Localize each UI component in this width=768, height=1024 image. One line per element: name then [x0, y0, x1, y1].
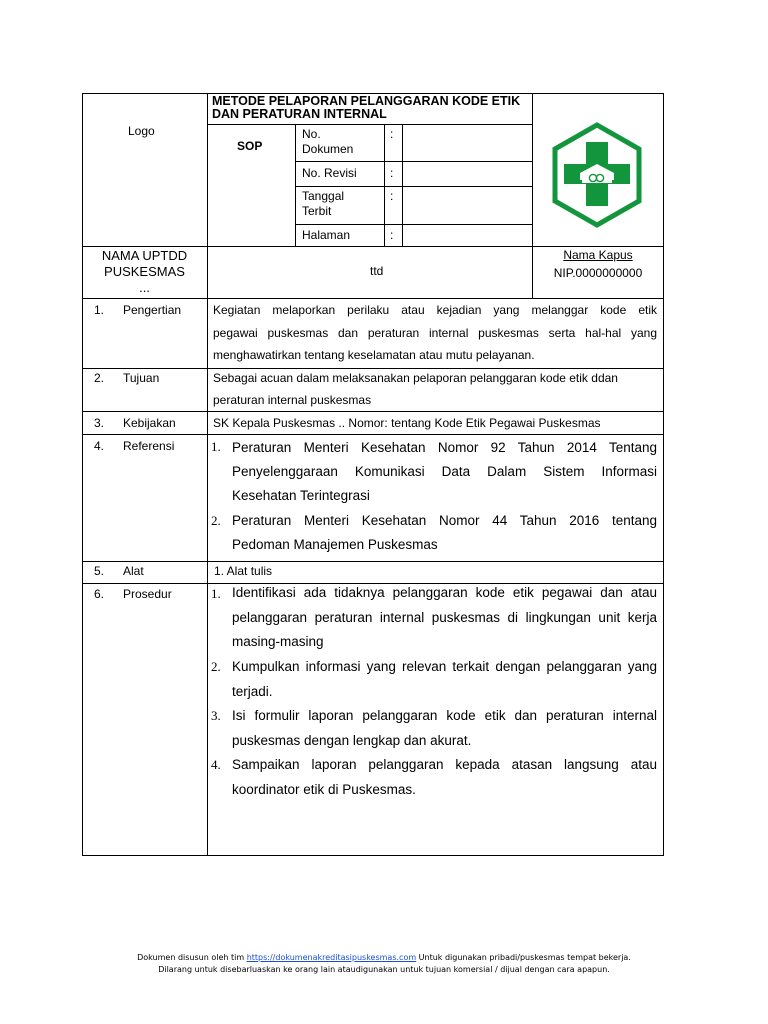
list-item-number: 4.: [211, 757, 221, 772]
footer-note-line1: [0, 952, 768, 964]
list-item-line: Kumpulkan informasi yang relevan terkait dengan pelanggaran yang: [232, 659, 657, 674]
list-item-line: pelanggaran peraturan internal puskesmas di lingkungan unit kerja: [232, 610, 657, 625]
kapus-name: Nama Kapus: [563, 248, 633, 262]
list-item-number: 1.: [211, 586, 221, 601]
sop-label: SOP: [237, 139, 263, 153]
section-number: 6.: [94, 587, 105, 601]
section-label: Alat: [123, 564, 144, 578]
list-item-line: masing-masing: [232, 634, 324, 649]
puskesmas-emblem-icon: [550, 122, 644, 228]
section-label: Prosedur: [123, 587, 172, 601]
section-number: 2.: [94, 371, 105, 385]
footer-text: Untuk digunakan pribadi/puskesmas tempat bekerja.: [416, 953, 631, 962]
kapus-nip: NIP.0000000000: [553, 266, 643, 280]
section-label: Tujuan: [123, 371, 160, 385]
section-text-line: pegawai puskesmas dan peraturan internal puskesmas serta hal-hal yang: [213, 326, 657, 340]
list-item-line: Peraturan Menteri Kesehatan Nomor 44 Tahun 2016 tentang: [232, 513, 657, 528]
footer-text: Dokumen disusun oleh tim: [137, 953, 247, 962]
list-item-number: 2.: [211, 659, 221, 674]
list-item-line: Penyelenggaraan Komunikasi Data Dalam Sistem Informasi: [232, 464, 657, 479]
list-item-line: koordinator etik di Puskesmas.: [232, 782, 416, 797]
section-text-line: SK Kepala Puskesmas .. Nomor: tentang Kode Etik Pegawai Puskesmas: [213, 416, 601, 430]
list-item-line: Kesehatan Terintegrasi: [232, 488, 370, 503]
section-number: 1.: [94, 303, 105, 317]
section-text-line: Sebagai acuan dalam melaksanakan pelaporan pelanggaran kode etik ddan: [213, 371, 618, 385]
footer-note-line2: Dilarang untuk disebarluaskan ke orang lain ataudigunakan untuk tujuan komersial / dijual dengan cara apapun.: [158, 965, 610, 974]
section-number: 5.: [94, 564, 105, 578]
section-number: 4.: [94, 439, 105, 453]
section-label: Referensi: [123, 439, 175, 453]
list-item-line: Sampaikan laporan pelanggaran kepada atasan langsung atau: [232, 757, 657, 772]
list-item-number: 2.: [211, 513, 221, 528]
list-item-line: Peraturan Menteri Kesehatan Nomor 92 Tahun 2014 Tentang: [232, 440, 657, 455]
list-item-line: Pedoman Manajemen Puskesmas: [232, 537, 438, 552]
document-title-line2: DAN PERATURAN INTERNAL: [212, 107, 387, 121]
section-text-line: menghawatirkan tentang keselamatan atau mutu pelayanan.: [213, 348, 535, 362]
list-item-number: 1.: [211, 439, 221, 454]
document-title-line1: METODE PELAPORAN PELANGGARAN KODE ETIK: [212, 94, 521, 108]
list-item-number: 3.: [211, 708, 221, 723]
list-item-line: puskesmas dengan lengkap dan akurat.: [232, 733, 472, 748]
section-text-line: 1. Alat tulis: [214, 564, 273, 578]
section-text-line: Kegiatan melaporkan perilaku atau kejadian yang melanggar kode etik: [213, 303, 657, 317]
section-number: 3.: [94, 416, 105, 430]
organization-name-line2: PUSKESMAS: [104, 264, 185, 279]
organization-name-line3: ...: [139, 280, 150, 295]
sop-document: Logo METODE PELAPORAN PELANGGARAN KODE ETIK DAN PERATURAN INTERNAL SOP No. Dokumen : No. Revisi : Tanggal Terbit : Halaman : NAMA UPTDD PUSKESMAS ... ttd Nama Kapus NIP.0000000000 1. Pengertian Kegiatan melaporkan perilaku atau kejadian yang melanggar kode etik pegawai puskesmas dan peraturan internal puskesmas serta hal-hal yang menghawatirkan tentang keselamatan atau mutu pelayanan. 2. Tujuan Sebagai acuan dalam melaksanakan pelaporan pelanggaran kode etik ddan peraturan internal puskesmas 3. Kebijakan SK Kepala Puskesmas .. Nomor: tentang Kode Etik Pegawai Puskesmas 4. Referensi 1. Peraturan Menteri Kesehatan Nomor 92 Tahun 2014 Tentang Penyelenggaraan Komunikasi Data Dalam Sistem Informasi Kesehatan Terintegrasi 2. Peraturan Menteri Kesehatan Nomor 44 Tahun 2016 tentang Pedoman Manajemen Puskesmas 5. Alat 1. Alat tulis 6. Prosedur 1. Identifikasi ada tidaknya pelanggaran kode etik pegawai dan atau pelanggaran peraturan internal puskesmas di lingkungan unit kerja masing-masing 2. Kumpulkan informasi yang relevan terkait dengan pelanggaran yang terjadi. 3. Isi formulir laporan pelanggaran kode etik dan peraturan internal puskesmas dengan lengkap dan akurat. 4. Sampaikan laporan pelanggaran kepada atasan langsung atau koordinator etik di Puskesmas. Dokumen disusun oleh tim https://dokumenakreditasipuskesmas.com Untuk digunakan pribadi/puskesmas tempat bekerja. Dilarang untuk disebarluaskan ke orang lain ataudigunakan untuk tujuan komersial / dijual dengan cara apapun.: [0, 0, 768, 1024]
footer-link[interactable]: https://dokumenakreditasipuskesmas.com: [246, 953, 417, 962]
section-text-line: peraturan internal puskesmas: [213, 393, 372, 407]
section-label: Pengertian: [123, 303, 182, 317]
list-item-line: Identifikasi ada tidaknya pelanggaran kode etik pegawai dan atau: [232, 585, 657, 600]
list-item-line: Isi formulir laporan pelanggaran kode etik dan peraturan internal: [232, 708, 657, 723]
logo-placeholder: Logo: [128, 124, 155, 138]
signature-ttd: ttd: [370, 264, 384, 278]
section-label: Kebijakan: [123, 416, 176, 430]
organization-name-line1: NAMA UPTDD: [101, 248, 188, 263]
list-item-line: terjadi.: [232, 684, 273, 699]
